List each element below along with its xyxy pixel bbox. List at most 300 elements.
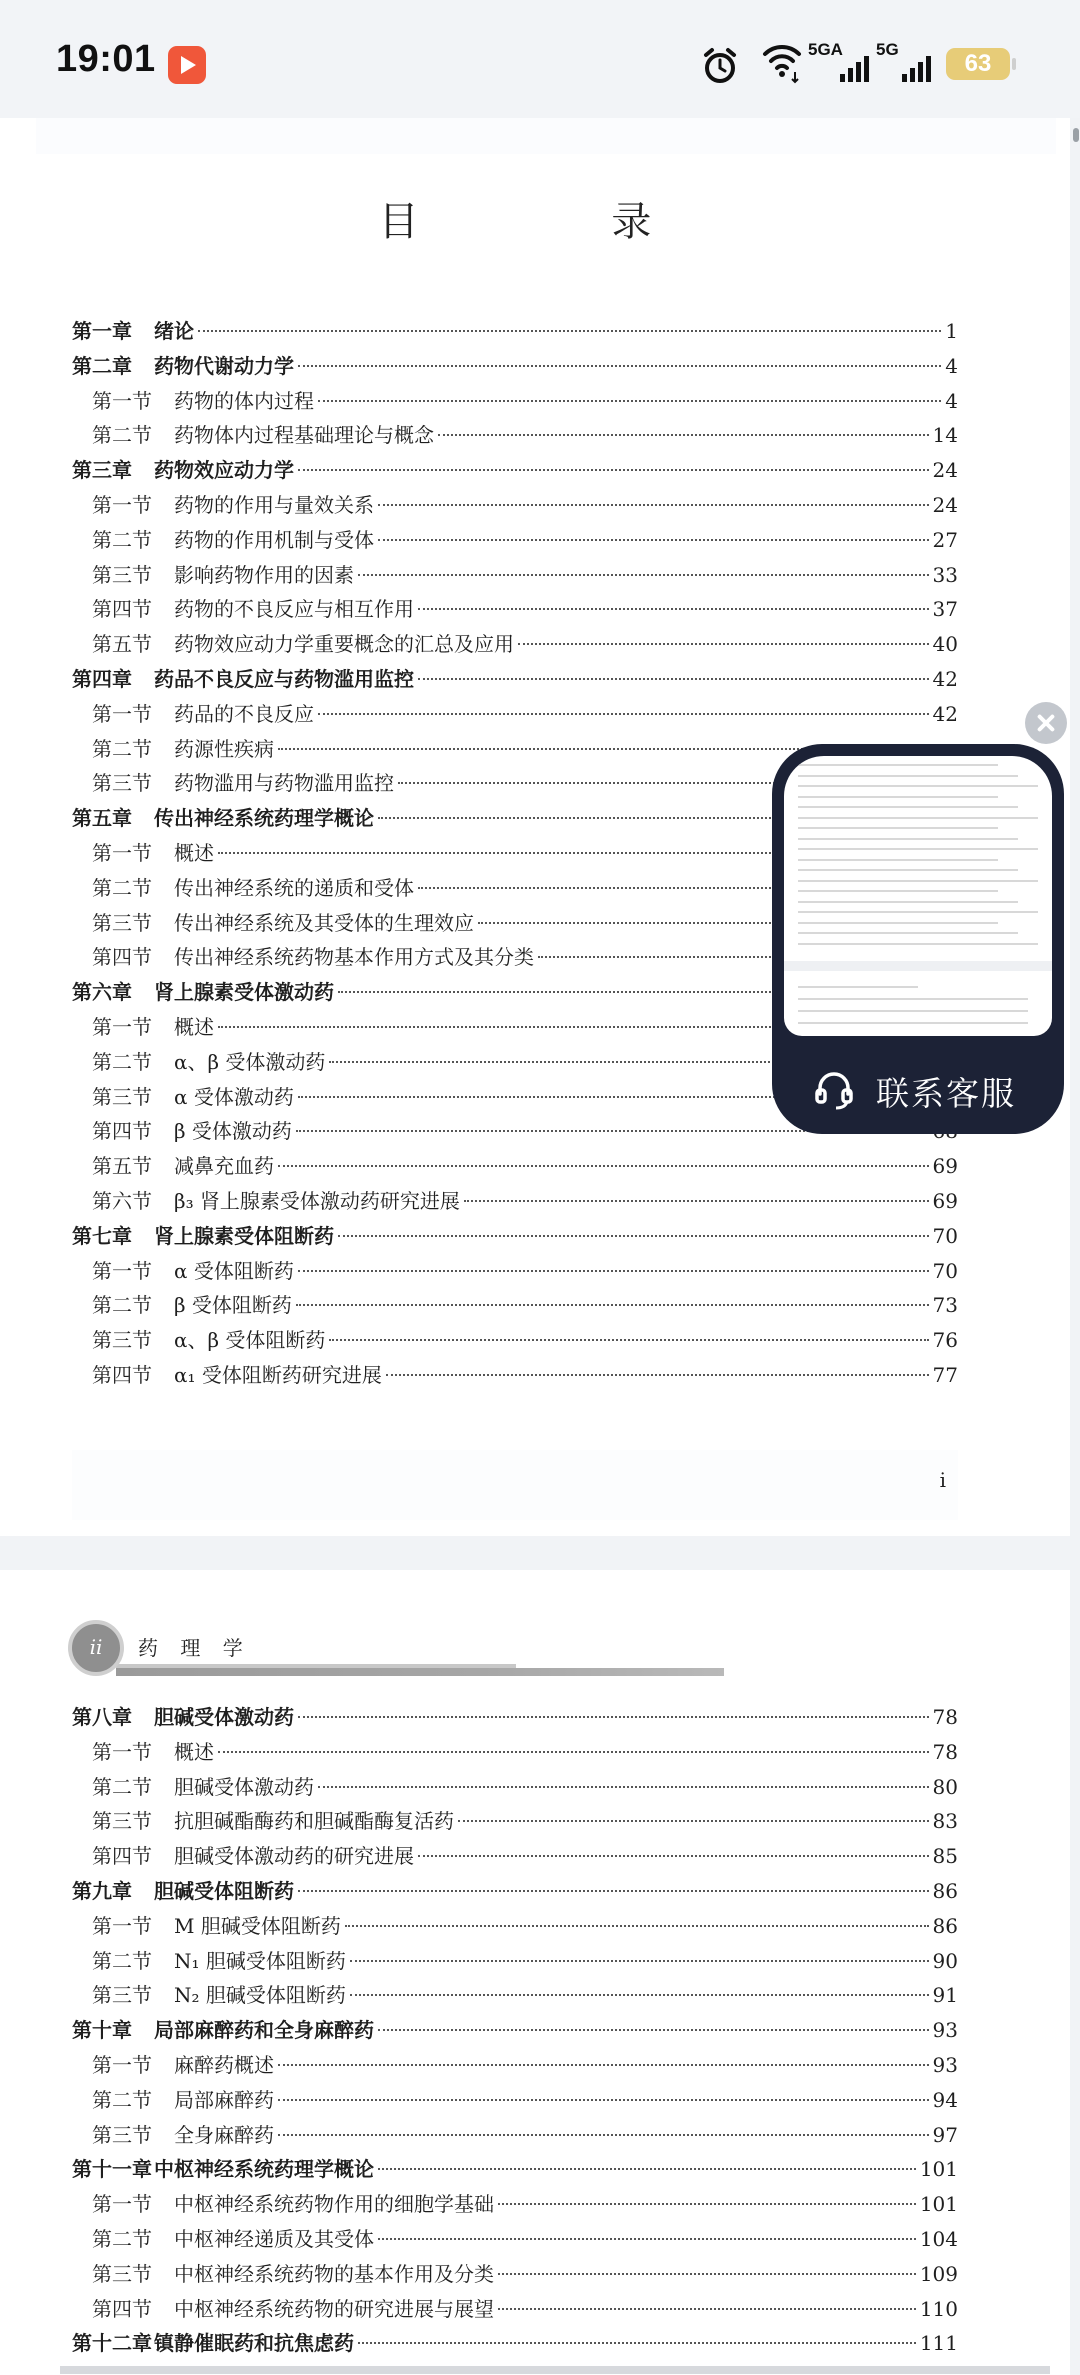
toc-entry-number: 第二节 xyxy=(92,1049,152,1074)
toc-dot-leader xyxy=(350,1994,929,1996)
toc-entry-label xyxy=(92,2048,274,2083)
toc-entry-label xyxy=(92,627,514,662)
toc-entry-number: 第七章 xyxy=(72,1223,132,1248)
thumbnail-text-line xyxy=(798,1022,1028,1024)
toc-dot-leader xyxy=(378,2238,916,2240)
toc-entry-number: 第三节 xyxy=(92,1084,152,1109)
toc-entry-label xyxy=(72,314,194,349)
toc-dot-leader xyxy=(298,469,929,471)
toc-entry-title: β₃ 肾上腺素受体激动药研究进展 xyxy=(174,1189,460,1213)
toc-section-row[interactable] xyxy=(72,2187,958,2222)
toc-entry-label xyxy=(92,523,374,558)
toc-entry-title: 传出神经系统药物基本作用方式及其分类 xyxy=(174,945,534,970)
toc-section-row[interactable] xyxy=(72,558,958,593)
toc-section-row[interactable] xyxy=(72,2257,958,2292)
toc-entry-title: 局部麻醉药 xyxy=(174,2087,274,2112)
toc-dot-leader xyxy=(418,1855,929,1857)
toc-entry-page: 27 xyxy=(932,527,958,552)
toc-chapter-row[interactable] xyxy=(72,1874,958,1909)
toc-entry-label xyxy=(92,1909,341,1944)
toc-entry-number: 第二章 xyxy=(72,353,132,378)
contact-support-button[interactable] xyxy=(772,1044,1064,1134)
header-page-badge: ii xyxy=(68,1620,124,1676)
toc-entry-number: 第二节 xyxy=(92,2087,152,2112)
toc-entry-label xyxy=(92,1288,292,1323)
toc-dot-leader xyxy=(378,539,929,541)
toc-entry-title: 中枢神经系统药物的研究进展与展望 xyxy=(174,2296,494,2321)
toc-entry-title: N₂ 胆碱受体阻断药 xyxy=(174,1983,346,2008)
toc-dot-leader xyxy=(278,2064,929,2066)
toc-entry-label xyxy=(92,1184,460,1219)
thumbnail-text-line xyxy=(798,859,998,861)
toc-entry-title: 药源性疾病 xyxy=(174,736,274,761)
toc-entry-number: 第九章 xyxy=(72,1879,132,1903)
toc-entry-title: 药物体内过程基础理论与概念 xyxy=(174,423,434,448)
toc-dot-leader xyxy=(438,434,929,436)
thumbnail-text-line xyxy=(798,806,1018,808)
toc-section-row[interactable] xyxy=(72,1944,958,1979)
toc-entry-page: 91 xyxy=(932,1983,958,2008)
toc-section-row[interactable] xyxy=(72,1978,958,2013)
toc-entry-page: 78 xyxy=(932,1705,958,1729)
toc-entry-title: 局部麻醉药和全身麻醉药 xyxy=(154,2018,374,2043)
toc-entry-number: 第二节 xyxy=(92,2227,152,2251)
thumbnail-text-line xyxy=(798,796,998,798)
toc-entry-label xyxy=(92,2083,274,2118)
toc-entry-number: 第二节 xyxy=(92,875,152,900)
toc-section-row[interactable] xyxy=(72,627,958,662)
toc-entry-label xyxy=(72,453,294,488)
toc-entry-label xyxy=(92,558,354,593)
toc-dot-leader xyxy=(518,643,929,645)
thumbnail-text-line xyxy=(798,827,998,829)
toc-entry-label xyxy=(92,2118,274,2153)
wifi-icon xyxy=(762,40,802,84)
toc-dot-leader xyxy=(378,2029,929,2031)
toc-entry-number: 第二节 xyxy=(92,1293,152,1318)
toc-entry-page: 14 xyxy=(932,423,958,448)
toc-entry-label xyxy=(92,2222,374,2257)
thumbnail-text-line xyxy=(798,890,998,892)
toc-dot-leader xyxy=(298,1890,929,1892)
toc-entry-number: 第十章 xyxy=(72,2018,132,2043)
toc-entry-label xyxy=(92,1080,294,1115)
toc-entry-page: 97 xyxy=(932,2122,958,2147)
toc-entry-title: α、β 受体激动药 xyxy=(174,1049,326,1074)
toc-section-row[interactable] xyxy=(72,2048,958,2083)
toc-entry-label xyxy=(72,662,414,697)
toc-entry-number: 第三章 xyxy=(72,458,132,483)
thumbnail-text-line xyxy=(798,911,1038,913)
toc-entry-page: 1 xyxy=(945,319,958,343)
toc-entry-number: 第四节 xyxy=(92,1363,152,1387)
toc-entry-title: 中枢神经系统药物作用的细胞学基础 xyxy=(174,2192,494,2217)
toc-entry-label xyxy=(92,1149,274,1184)
toc-entry-title: α 受体阻断药 xyxy=(174,1258,294,1283)
toc-entry-page: 86 xyxy=(932,1913,958,1938)
toc-entry-label xyxy=(92,1114,292,1149)
toc-dot-leader xyxy=(318,400,941,402)
toc-entry-number: 第三节 xyxy=(92,1328,152,1353)
toc-section-row[interactable] xyxy=(72,1149,958,1184)
toc-entry-number: 第二节 xyxy=(92,527,152,552)
toc-entry-number: 第二节 xyxy=(92,1774,152,1799)
document-page-2[interactable] xyxy=(0,1570,1070,2375)
headset-icon xyxy=(812,1068,856,1112)
scrollbar-thumb[interactable] xyxy=(1073,128,1079,142)
toc-entry-label xyxy=(92,766,394,801)
toc-entry-number: 第八章 xyxy=(72,1705,132,1729)
signal-bars-icon xyxy=(898,54,938,84)
toc-dot-leader xyxy=(278,2099,929,2101)
toc-entry-number: 第二节 xyxy=(92,423,152,448)
toc-dot-leader xyxy=(298,1716,929,1718)
toc-entry-page: 109 xyxy=(919,2261,958,2286)
toc-entry-title: 抗胆碱酯酶药和胆碱酯酶复活药 xyxy=(174,1809,454,1834)
toc-entry-label xyxy=(92,732,274,767)
toc-chapter-row[interactable] xyxy=(72,2326,958,2361)
toc-entry-label xyxy=(92,1978,346,2013)
alarm-icon xyxy=(700,46,740,86)
toc-section-row[interactable] xyxy=(72,488,958,523)
toc-entry-number: 第三节 xyxy=(92,2261,152,2286)
toc-dot-leader xyxy=(345,1925,929,1927)
toc-entry-page: 78 xyxy=(932,1739,958,1764)
toc-entry-title: 影响药物作用的因素 xyxy=(174,562,354,587)
header-rule xyxy=(116,1664,516,1668)
toc-entry-number: 第四节 xyxy=(92,2296,152,2321)
toc-dot-leader xyxy=(318,1786,929,1788)
toc-entry-label xyxy=(92,836,214,871)
toc-entry-page: 70 xyxy=(932,1223,958,1248)
toc-entry-title: N₁ 胆碱受体阻断药 xyxy=(174,1948,346,1973)
toc-chapter-row[interactable] xyxy=(72,662,958,697)
toc-entry-page: 40 xyxy=(932,632,958,657)
toc-entry-number: 第二节 xyxy=(92,736,152,761)
toc-section-row[interactable] xyxy=(72,1839,958,1874)
toc-dot-leader xyxy=(278,1165,929,1167)
toc-entry-title: α、β 受体阻断药 xyxy=(174,1328,326,1353)
thumbnail-text-line xyxy=(798,998,1028,1000)
toc-entry-number: 第三节 xyxy=(92,2122,152,2147)
toc-entry-title: 胆碱受体激动药 xyxy=(174,1774,314,1799)
toc-entry-page: 4 xyxy=(945,353,958,378)
toc-entry-page: 80 xyxy=(932,1774,958,1799)
toc-entry-label xyxy=(92,592,414,627)
toc-entry-number: 第四节 xyxy=(92,945,152,970)
toc-entry-page: 76 xyxy=(932,1328,958,1353)
toc-entry-title: 概述 xyxy=(174,841,214,865)
toc-section-row[interactable] xyxy=(72,697,958,732)
toc-entry-title: 中枢神经系统药物的基本作用及分类 xyxy=(174,2261,494,2286)
page-preview-thumbnail[interactable] xyxy=(784,756,1052,1036)
toc-chapter-row[interactable] xyxy=(72,349,958,384)
toc-entry-page: 85 xyxy=(932,1844,958,1869)
toc-dot-leader xyxy=(418,678,929,680)
toc-dot-leader xyxy=(298,365,941,367)
thumbnail-text-line xyxy=(798,764,998,766)
toc-section-row[interactable] xyxy=(72,418,958,453)
battery-indicator: 63 xyxy=(946,48,1010,80)
toc-section-row[interactable] xyxy=(72,1735,958,1770)
toc-dot-leader xyxy=(338,1235,929,1237)
thumbnail-text-line xyxy=(798,922,998,924)
toc-chapter-row[interactable] xyxy=(72,453,958,488)
toc-entry-title: 镇静催眠药和抗焦虑药 xyxy=(154,2331,354,2356)
toc-entry-title: 绪论 xyxy=(154,319,194,343)
toc-dot-leader xyxy=(458,1820,929,1822)
toc-entry-page: 4 xyxy=(945,388,958,413)
toc-entry-label xyxy=(92,940,534,975)
toc-entry-number: 第三节 xyxy=(92,1809,152,1834)
toc-section-row[interactable] xyxy=(72,1358,958,1393)
toc-entry-number: 第三节 xyxy=(92,562,152,587)
contact-support-label: 联系客服 xyxy=(876,1074,1016,1113)
toc-dot-leader xyxy=(464,1200,929,1202)
toc-entry-number: 第一节 xyxy=(92,701,152,726)
page-footer xyxy=(72,1450,958,1520)
signal-bars-icon xyxy=(830,54,870,84)
toc-entry-label xyxy=(92,488,374,523)
toc-entry-number: 第三节 xyxy=(92,910,152,935)
thumbnail-text-line xyxy=(798,869,1018,871)
toc-entry-label xyxy=(92,1839,414,1874)
toc-section-row[interactable] xyxy=(72,2083,958,2118)
toc-section-row[interactable] xyxy=(72,1770,958,1805)
page-bottom-edge xyxy=(60,2366,1050,2374)
toc-entry-number: 第二节 xyxy=(92,1948,152,1973)
toc-entry-page: 93 xyxy=(932,2018,958,2043)
toc-section-row[interactable] xyxy=(72,523,958,558)
thumbnail-text-line xyxy=(798,785,1038,787)
toc-entry-title: 减鼻充血药 xyxy=(174,1154,274,1179)
toc-entry-label xyxy=(92,418,434,453)
header-book-title: 药 理 学 xyxy=(138,1636,251,1660)
toc-entry-number: 第一节 xyxy=(92,2192,152,2217)
toc-entry-label xyxy=(72,2152,374,2187)
toc-entry-title: 药物滥用与药物滥用监控 xyxy=(174,771,394,796)
toc-entry-label xyxy=(92,1770,314,1805)
toc-entry-label xyxy=(92,1358,382,1393)
toc-entry-title: 药物的作用机制与受体 xyxy=(174,527,374,552)
toc-entry-number: 第三节 xyxy=(92,1983,152,2008)
toc-entry-page: 69 xyxy=(932,1154,958,1179)
toc-entry-title: 传出神经系统的递质和受体 xyxy=(174,875,414,900)
thumbnail-text-line xyxy=(798,932,1018,934)
toc-entry-label xyxy=(92,906,474,941)
toc-entry-number: 第五节 xyxy=(92,1154,152,1179)
toc-dot-leader xyxy=(318,713,929,715)
thumbnail-text-line xyxy=(798,943,1038,945)
toc-entry-title: 药品的不良反应 xyxy=(174,701,314,726)
toc-dot-leader xyxy=(378,504,929,506)
toc-entry-page: 94 xyxy=(932,2087,958,2112)
toc-chapter-row[interactable] xyxy=(72,314,958,349)
toc-entry-number: 第四章 xyxy=(72,667,132,691)
toc-dot-leader xyxy=(498,2308,916,2310)
toc-entry-number: 第一节 xyxy=(92,2053,152,2077)
toc-entry-page: 33 xyxy=(932,562,958,587)
toc-entry-number: 第四节 xyxy=(92,597,152,622)
toc-section-row[interactable] xyxy=(72,1184,958,1219)
toc-section-row[interactable] xyxy=(72,1323,958,1358)
toc-chapter-row[interactable] xyxy=(72,1219,958,1254)
toc-entry-number: 第十二章 xyxy=(72,2331,152,2356)
toc-entry-title: M 胆碱受体阻断药 xyxy=(174,1913,341,1938)
toc-dot-leader xyxy=(329,1339,928,1341)
toc-entry-label xyxy=(92,1254,294,1289)
toc-entry-title: 概述 xyxy=(174,1015,214,1039)
toc-entry-page: 101 xyxy=(919,2157,958,2182)
toc-entry-title: β 受体阻断药 xyxy=(174,1293,292,1318)
toc-entry-number: 第一节 xyxy=(92,1015,152,1039)
toc-entry-label xyxy=(92,1010,214,1045)
page-top-strip xyxy=(36,118,1056,154)
thumbnail-text-line xyxy=(798,817,1038,819)
toc-entry-title: 中枢神经递质及其受体 xyxy=(174,2227,374,2251)
toc-entry-title: 全身麻醉药 xyxy=(174,2122,274,2147)
toc-entry-title: 药物效应动力学重要概念的汇总及应用 xyxy=(174,632,514,657)
toc-dot-leader xyxy=(198,330,941,332)
toc-section-row[interactable] xyxy=(72,2292,958,2327)
toc-entry-label xyxy=(92,1045,325,1080)
toc-entry-title: 肾上腺素受体阻断药 xyxy=(154,1223,334,1248)
toc-dot-leader xyxy=(278,2134,929,2136)
toc-entry-title: 概述 xyxy=(174,1739,214,1764)
toc-entry-page: 111 xyxy=(919,2331,958,2356)
toc-entry-page: 37 xyxy=(932,597,958,622)
thumbnail-text-line xyxy=(798,775,1018,777)
toc-dot-leader xyxy=(350,1960,929,1962)
toc-section-row[interactable] xyxy=(72,2222,958,2257)
toc-entry-label xyxy=(92,697,314,732)
toc-dot-leader xyxy=(498,2203,916,2205)
toc-entry-page: 83 xyxy=(932,1809,958,1834)
toc-section-row[interactable] xyxy=(72,1288,958,1323)
toc-dot-leader xyxy=(378,2168,916,2170)
toc-entry-title: 肾上腺素受体激动药 xyxy=(154,980,334,1005)
thumbnail-page-gap xyxy=(784,961,1052,971)
toc-entry-title: 胆碱受体激动药 xyxy=(154,1705,294,1729)
toc-entry-label xyxy=(72,1219,334,1254)
toc-entry-title: 传出神经系统药理学概论 xyxy=(154,806,374,831)
toc-entry-title: 麻醉药概述 xyxy=(174,2053,274,2077)
toc-dot-leader xyxy=(298,1270,929,1272)
toc-dot-leader xyxy=(418,608,929,610)
toc-entry-title: 胆碱受体激动药的研究进展 xyxy=(174,1844,414,1869)
toc-entry-number: 第一章 xyxy=(72,319,132,343)
toc-entry-number: 第一节 xyxy=(92,1913,152,1938)
toc-entry-number: 第五章 xyxy=(72,806,132,831)
toc-dot-leader xyxy=(358,574,929,576)
toc-entry-page: 73 xyxy=(932,1293,958,1318)
toc-entry-title: 传出神经系统及其受体的生理效应 xyxy=(174,910,474,935)
toc-chapter-row[interactable] xyxy=(72,2152,958,2187)
toc-entry-page: 86 xyxy=(932,1879,958,1903)
toc-entry-page: 77 xyxy=(932,1363,958,1387)
toc-entry-label xyxy=(92,2292,494,2327)
toc-entry-number: 第一节 xyxy=(92,388,152,413)
toc-entry-label xyxy=(92,1804,454,1839)
toc-dot-leader xyxy=(386,1374,929,1376)
toc-entry-title: 药物的作用与量效关系 xyxy=(174,493,374,517)
toc-entry-title: α₁ 受体阻断药研究进展 xyxy=(174,1363,382,1387)
toc-entry-number: 第一节 xyxy=(92,1258,152,1283)
toc-entry-page: 93 xyxy=(932,2053,958,2077)
toc-entry-label xyxy=(92,1323,325,1358)
thumbnail-text-line xyxy=(798,986,918,988)
toc-entry-page: 110 xyxy=(919,2296,958,2321)
toc-entry-label xyxy=(92,1944,346,1979)
toc-section-row[interactable] xyxy=(72,384,958,419)
running-header xyxy=(68,1620,728,1680)
toc-entry-title: β 受体激动药 xyxy=(174,1119,292,1144)
toc-dot-leader xyxy=(498,2273,916,2275)
toc-entry-label xyxy=(72,2326,354,2361)
toc-entry-page: 101 xyxy=(919,2192,958,2217)
toc-entry-page: 69 xyxy=(932,1189,958,1213)
toc-entry-page: 70 xyxy=(932,1258,958,1283)
thumbnail-text-line xyxy=(798,848,1038,850)
toc-entry-page: 24 xyxy=(932,493,958,517)
toc-section-row[interactable] xyxy=(72,1254,958,1289)
toc-section-row[interactable] xyxy=(72,2118,958,2153)
toc-entry-label xyxy=(92,2187,494,2222)
toc-entry-title: 药物效应动力学 xyxy=(154,458,294,483)
status-bar: 19:01 5GA 5G 63 xyxy=(0,0,1080,118)
toc-entry-label xyxy=(72,1874,294,1909)
toc-entry-page: 104 xyxy=(919,2227,958,2251)
toc-entry-number: 第四节 xyxy=(92,1844,152,1869)
toc-entry-number: 第一节 xyxy=(92,493,152,517)
toc-chapter-row[interactable] xyxy=(72,2013,958,2048)
toc-entry-title: 药物的体内过程 xyxy=(174,388,314,413)
toc-section-row[interactable] xyxy=(72,592,958,627)
toc-section-row[interactable] xyxy=(72,1804,958,1839)
customer-service-float[interactable] xyxy=(772,744,1064,1134)
toc-entry-label xyxy=(72,349,294,384)
toc-entry-title: 药品不良反应与药物滥用监控 xyxy=(154,667,414,691)
toc-entry-label xyxy=(92,2257,494,2292)
thumbnail-text-line xyxy=(798,838,1018,840)
toc-entry-label xyxy=(92,384,314,419)
toc-entry-number: 第六章 xyxy=(72,980,132,1005)
page-number: i xyxy=(939,1468,946,1492)
toc-entry-title: 药物代谢动力学 xyxy=(154,353,294,378)
toc-entry-page: 42 xyxy=(932,667,958,691)
thumbnail-text-line xyxy=(798,901,1018,903)
toc-dot-leader xyxy=(358,2342,916,2344)
close-float-button[interactable] xyxy=(1025,702,1067,744)
toc-entry-label xyxy=(72,801,374,836)
toc-section-row[interactable] xyxy=(72,1909,958,1944)
toc-entry-title: α 受体激动药 xyxy=(174,1084,294,1109)
toc-entry-title: 中枢神经系统药理学概论 xyxy=(154,2157,374,2182)
toc-entry-title: 药物的不良反应与相互作用 xyxy=(174,597,414,622)
toc-entry-page: 90 xyxy=(932,1948,958,1973)
video-app-icon xyxy=(168,46,206,84)
header-rule xyxy=(116,1668,724,1676)
toc-entry-page: 42 xyxy=(932,701,958,726)
toc-title: 目 录 xyxy=(378,199,742,245)
thumbnail-text-line xyxy=(798,880,1038,882)
toc-entry-number: 第十一章 xyxy=(72,2157,152,2182)
toc-entry-label xyxy=(72,1700,294,1735)
toc-chapter-row[interactable] xyxy=(72,1700,958,1735)
toc-dot-leader xyxy=(296,1304,929,1306)
toc-entry-number: 第五节 xyxy=(92,632,152,657)
toc-entry-title: 胆碱受体阻断药 xyxy=(154,1879,294,1903)
